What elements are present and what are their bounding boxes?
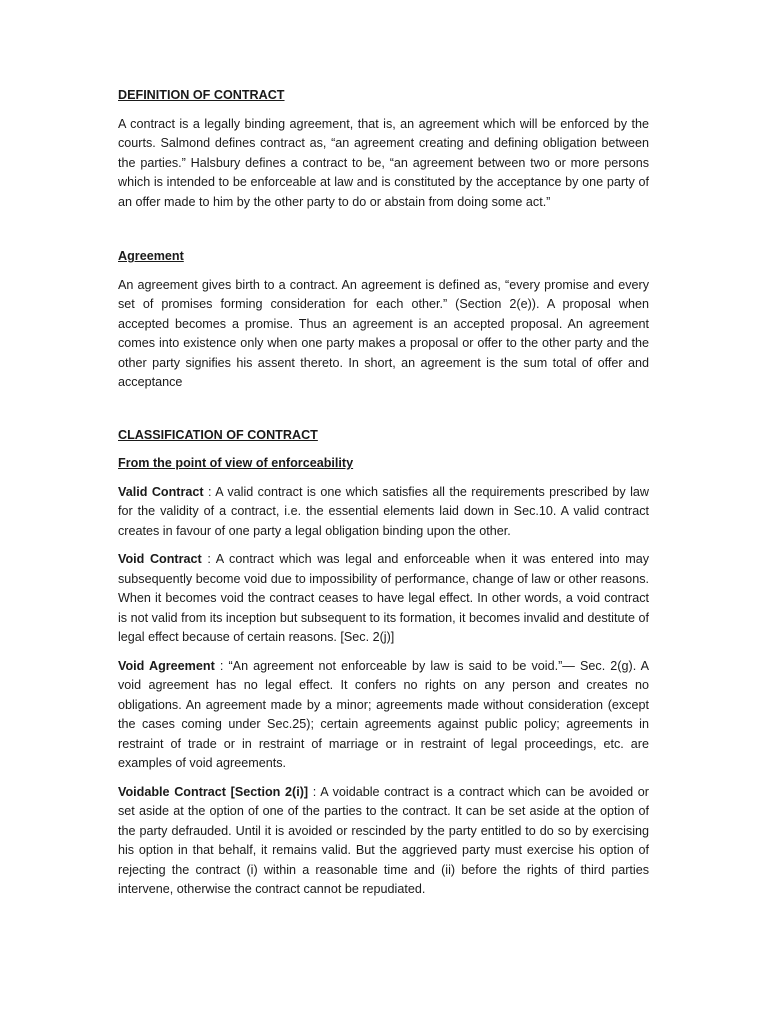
definition-paragraph: A contract is a legally binding agreement, that is, an agreement which will be enforced by the courts. Salmond defines contract as, “an agreement creating and defining obligation between the parties.” Halsbury defines a contract to be, “an agreement between two or more persons which is intended to be enforceable at law and is constituted by the acceptance by one party of an offer made to him by the other party to do or abstain from doing some act.” xyxy=(118,116,649,209)
section-spacer xyxy=(118,402,649,426)
agreement-heading: Agreement xyxy=(118,249,184,263)
voidable-contract-text: : A voidable contract is a contract which can be avoided or set aside at the option of one of the parties to the contract. It can be set aside at the option of the party defrauded. Until it is avoided or rescinded by the party entitled to do so by exercising his option in that behalf, it remains valid. But the aggrieved party must exercise his option of rejecting the contract (i) within a reasonable time and (ii) before the rights of third parties intervene, otherwise the contract cannot be repudiated. xyxy=(118,784,649,896)
document-page xyxy=(118,86,649,909)
voidable-contract-term: Voidable Contract [Section 2(i)] xyxy=(118,784,309,799)
voidable-contract-paragraph xyxy=(118,783,649,900)
definition-heading: DEFINITION OF CONTRACT xyxy=(118,88,285,102)
classification-heading: CLASSIFICATION OF CONTRACT xyxy=(118,427,318,442)
void-contract-paragraph xyxy=(118,550,649,648)
void-contract-text: : A contract which was legal and enforceable when it was entered into may subsequently become void due to impossibility of performance, change of law or other reasons. When it becomes void the contract ceases to have legal effect. In other words, a void contract is not valid from its inception but subsequent to its formation, it becomes invalid and destitute of legal effect because of certain reasons. [Sec. 2(j)] xyxy=(118,552,649,644)
void-agreement-text: : “An agreement not enforceable by law is said to be void.”— Sec. 2(g). A void agreement has no legal effect. It confers no rights on any person and creates no obligations. An agreement made by a minor; agreements made without consideration (except the cases coming under Sec.25); certain agreements against public policy; agreements in restraint of trade or in restraint of marriage or in restraint of legal proceedings, etc. are examples of void agreements. xyxy=(118,658,649,770)
valid-contract-paragraph xyxy=(118,483,649,542)
section-spacer xyxy=(118,221,649,247)
valid-contract-text: : A valid contract is one which satisfies all the requirements prescribed by law for the validity of a contract, i.e. the essential elements laid down in Sec.10. A valid contract creates in favour of one party a legal obligation binding upon the other. xyxy=(118,484,649,538)
void-agreement-paragraph xyxy=(118,657,649,774)
valid-contract-term: Valid Contract xyxy=(118,484,204,499)
classification-subheading: From the point of view of enforceability xyxy=(118,456,354,470)
agreement-paragraph: An agreement gives birth to a contract. An agreement is defined as, “every promise and every set of promises forming consideration for each other.” (Section 2(e)). A proposal when accepted becomes a promise. Thus an agreement is an accepted proposal. An agreement comes into existence only when one party makes a proposal or offer to the other party and the other party signifies his assent thereto. In short, an agreement is the sum total of offer and acceptance xyxy=(118,277,649,389)
void-agreement-term: Void Agreement xyxy=(118,658,215,673)
void-contract-term: Void Contract xyxy=(118,552,202,566)
